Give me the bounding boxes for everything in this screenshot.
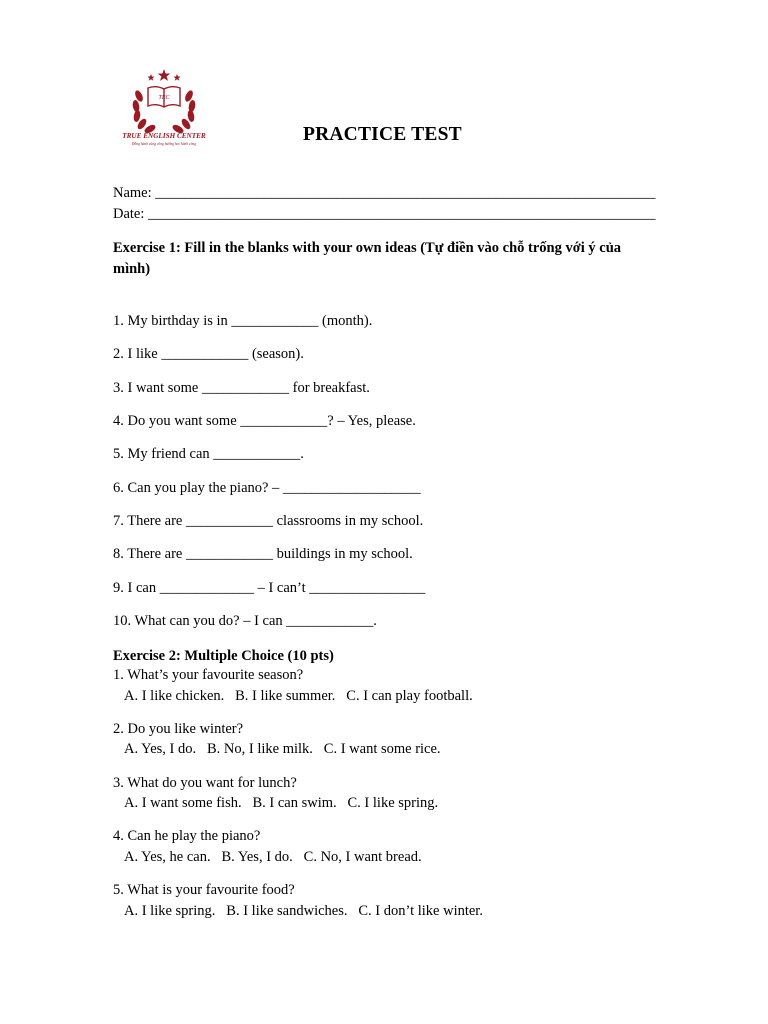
true-english-center-logo xyxy=(112,66,216,150)
ex1-item-6: 6. Can you play the piano? – ___________________ xyxy=(113,480,421,496)
ex1-item-5: 5. My friend can ____________. xyxy=(113,446,304,462)
ex2-question-3: 3. What do you want for lunch? xyxy=(113,775,297,791)
ex2-options-4: A. Yes, he can. B. Yes, I do. C. No, I want bread. xyxy=(124,849,422,865)
ex2-options-2: A. Yes, I do. B. No, I like milk. C. I want some rice. xyxy=(124,741,441,757)
ex2-question-1: 1. What’s your favourite season? xyxy=(113,667,304,683)
ex2-question-4: 4. Can he play the piano? xyxy=(113,828,261,844)
ex2-options-3: A. I want some fish. B. I can swim. C. I like spring. xyxy=(124,795,439,811)
ex1-item-10: 10. What can you do? – I can ____________. xyxy=(113,613,377,629)
ex1-item-1: 1. My birthday is in ____________ (month). xyxy=(113,313,373,329)
ex1-item-8: 8. There are ____________ buildings in my school. xyxy=(113,546,413,562)
ex1-item-7: 7. There are ____________ classrooms in my school. xyxy=(113,513,424,529)
logo-name: TRUE ENGLISH CENTER xyxy=(122,132,206,140)
name-field[interactable]: Name: _____________________________________________________________________ xyxy=(113,185,656,201)
ex2-question-2: 2. Do you like winter? xyxy=(113,721,244,737)
ex1-item-9: 9. I can _____________ – I can’t ________________ xyxy=(113,580,426,596)
ex2-question-5: 5. What is your favourite food? xyxy=(113,882,295,898)
ex2-options-1: A. I like chicken. B. I like summer. C. I can play football. xyxy=(124,688,473,704)
ex1-item-2: 2. I like ____________ (season). xyxy=(113,346,304,362)
star-icons xyxy=(147,69,180,81)
logo-initials: TEC xyxy=(158,95,170,101)
exercise2-heading: Exercise 2: Multiple Choice (10 pts) xyxy=(113,648,334,664)
logo-tagline: Đồng hành cùng công hướng học hành công xyxy=(131,142,197,146)
exercise1-heading: Exercise 1: Fill in the blanks with your own ideas (Tự điền vào chỗ trống với ý của mình) xyxy=(113,240,622,277)
ex2-options-5: A. I like spring. B. I like sandwiches. C. I don’t like winter. xyxy=(124,903,483,919)
ex1-item-4: 4. Do you want some ____________? – Yes, please. xyxy=(113,413,416,429)
ex1-item-3: 3. I want some ____________ for breakfast. xyxy=(113,380,370,396)
page-title: PRACTICE TEST xyxy=(303,124,462,145)
date-field[interactable]: Date: ______________________________________________________________________ xyxy=(113,206,656,222)
